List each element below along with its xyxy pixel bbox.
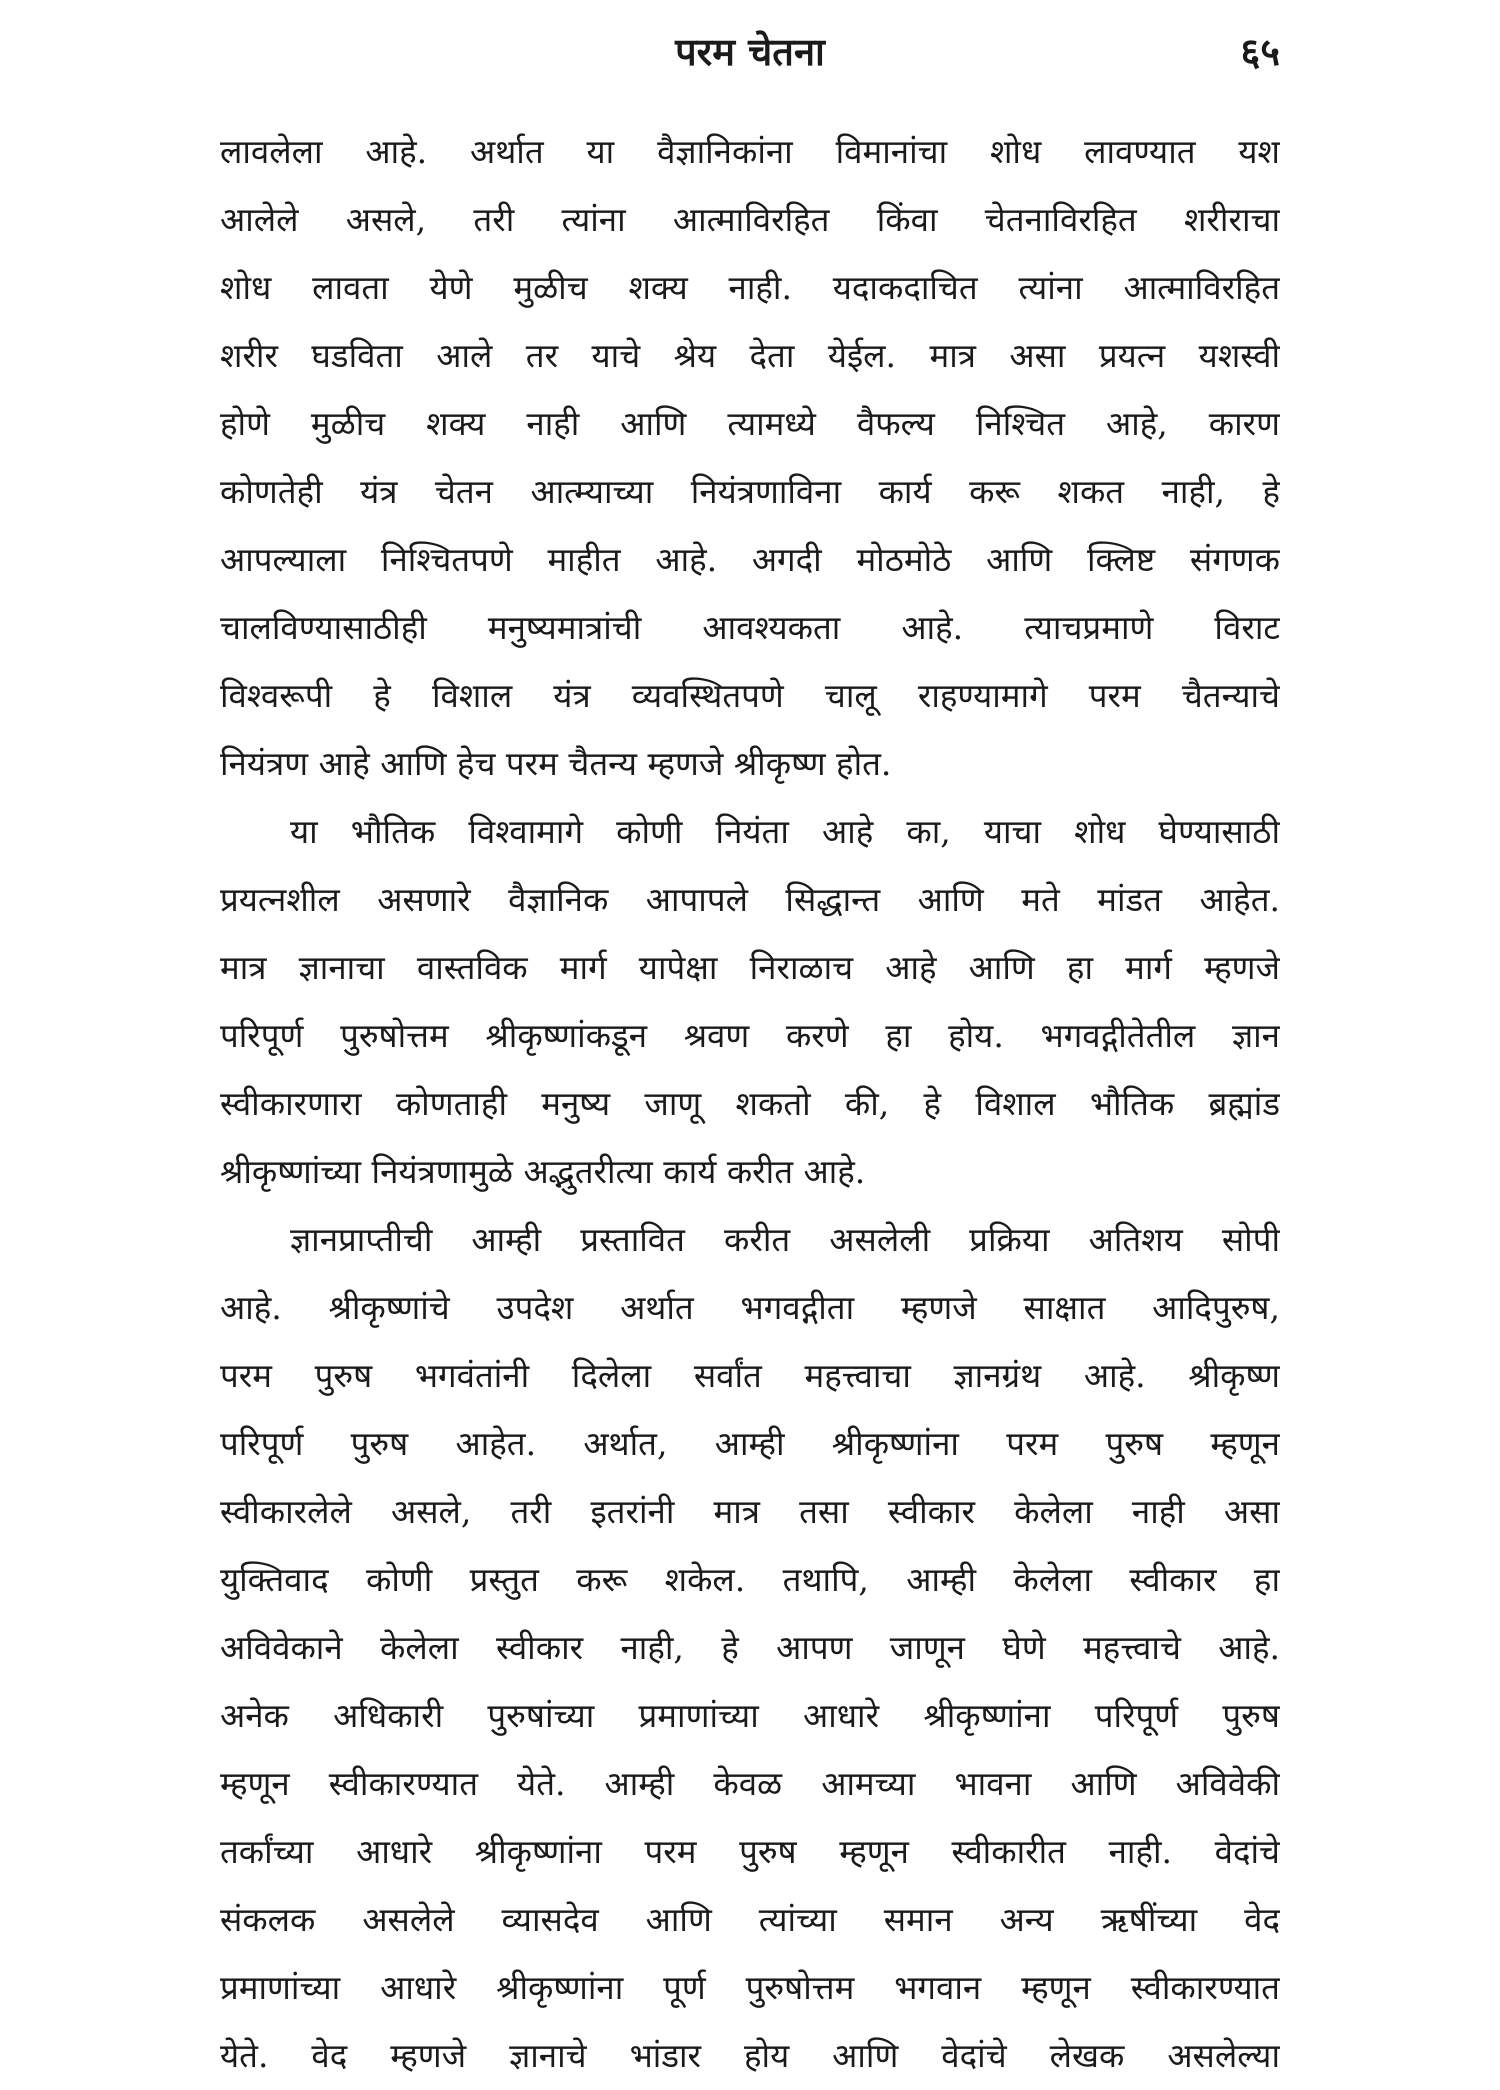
text-line: परम पुरुष भगवंतांनी दिलेला सर्वांत महत्त्वाचा ज्ञानग्रंथ आहे. श्रीकृष्ण (220, 1356, 1280, 1395)
paragraph-end-line: नियंत्रण आहे आणि हेच परम चैतन्य म्हणजे श्रीकृष्ण होत. (220, 744, 892, 783)
text-line: अविवेकाने केलेला स्वीकार नाही, हे आपण जाणून घेणे महत्त्वाचे आहे. (220, 1628, 1280, 1667)
paragraph-start-line: ज्ञानप्राप्तीची आम्ही प्रस्तावित करीत असलेली प्रक्रिया अतिशय सोपी (290, 1220, 1280, 1259)
text-line: मात्र ज्ञानाचा वास्तविक मार्ग यापेक्षा निराळाच आहे आणि हा मार्ग म्हणजे (220, 948, 1280, 987)
text-line: आलेले असले, तरी त्यांना आत्माविरहित किंवा चेतनाविरहित शरीराचा (220, 200, 1280, 239)
text-line: युक्तिवाद कोणी प्रस्तुत करू शकेल. तथापि, आम्ही केलेला स्वीकार हा (220, 1560, 1280, 1599)
body-text (220, 118, 1280, 2090)
text-line: विश्वरूपी हे विशाल यंत्र व्यवस्थितपणे चालू राहण्यामागे परम चैतन्याचे (220, 676, 1280, 715)
text-line: परिपूर्ण पुरुष आहेत. अर्थात, आम्ही श्रीकृष्णांना परम पुरुष म्हणून (220, 1424, 1280, 1463)
page-number: ६५ (1240, 29, 1280, 74)
running-header (220, 22, 1280, 82)
text-line: प्रयत्नशील असणारे वैज्ञानिक आपापले सिद्धान्त आणि मते मांडत आहेत. (220, 880, 1280, 919)
text-line: प्रमाणांच्या आधारे श्रीकृष्णांना पूर्ण पुरुषोत्तम भगवान म्हणून स्वीकारण्यात (220, 1968, 1280, 2007)
text-line: चालविण्यासाठीही मनुष्यमात्रांची आवश्यकता आहे. त्याचप्रमाणे विराट (220, 608, 1280, 647)
text-line: कोणतेही यंत्र चेतन आत्म्याच्या नियंत्रणाविना कार्य करू शकत नाही, हे (220, 472, 1280, 511)
text-line: तर्कांच्या आधारे श्रीकृष्णांना परम पुरुष म्हणून स्वीकारीत नाही. वेदांचे (220, 1832, 1280, 1871)
text-line: स्वीकारणारा कोणताही मनुष्य जाणू शकतो की, हे विशाल भौतिक ब्रह्मांड (220, 1084, 1280, 1123)
text-line: म्हणून स्वीकारण्यात येते. आम्ही केवळ आमच्या भावना आणि अविवेकी (220, 1764, 1280, 1803)
text-line: आहे. श्रीकृष्णांचे उपदेश अर्थात भगवद्गीता म्हणजे साक्षात आदिपुरुष, (220, 1288, 1280, 1327)
text-line: शरीर घडविता आले तर याचे श्रेय देता येईल. मात्र असा प्रयत्न यशस्वी (220, 336, 1280, 375)
chapter-title: परम चेतना (675, 29, 825, 74)
text-line: लावलेला आहे. अर्थात या वैज्ञानिकांना विमानांचा शोध लावण्यात यश (220, 132, 1280, 171)
text-line: येते. वेद म्हणजे ज्ञानाचे भांडार होय आणि वेदांचे लेखक असलेल्या (220, 2036, 1280, 2075)
text-line: स्वीकारलेले असले, तरी इतरांनी मात्र तसा स्वीकार केलेला नाही असा (220, 1492, 1280, 1531)
paragraph-end-line: श्रीकृष्णांच्या नियंत्रणामुळे अद्भुतरीत्या कार्य करीत आहे. (220, 1152, 866, 1191)
text-line: आपल्याला निश्चितपणे माहीत आहे. अगदी मोठमोठे आणि क्लिष्ट संगणक (220, 540, 1280, 579)
text-line: परिपूर्ण पुरुषोत्तम श्रीकृष्णांकडून श्रवण करणे हा होय. भगवद्गीतेतील ज्ञान (220, 1016, 1280, 1055)
paragraph-start-line: या भौतिक विश्वामागे कोणी नियंता आहे का, याचा शोध घेण्यासाठी (290, 812, 1280, 851)
text-line: शोध लावता येणे मुळीच शक्य नाही. यदाकदाचित त्यांना आत्माविरहित (220, 268, 1280, 307)
text-line: संकलक असलेले व्यासदेव आणि त्यांच्या समान अन्य ऋषींच्या वेद (220, 1900, 1280, 1939)
text-line: अनेक अधिकारी पुरुषांच्या प्रमाणांच्या आधारे श्रीकृष्णांना परिपूर्ण पुरुष (220, 1696, 1280, 1735)
text-line: होणे मुळीच शक्य नाही आणि त्यामध्ये वैफल्य निश्चित आहे, कारण (220, 404, 1280, 443)
